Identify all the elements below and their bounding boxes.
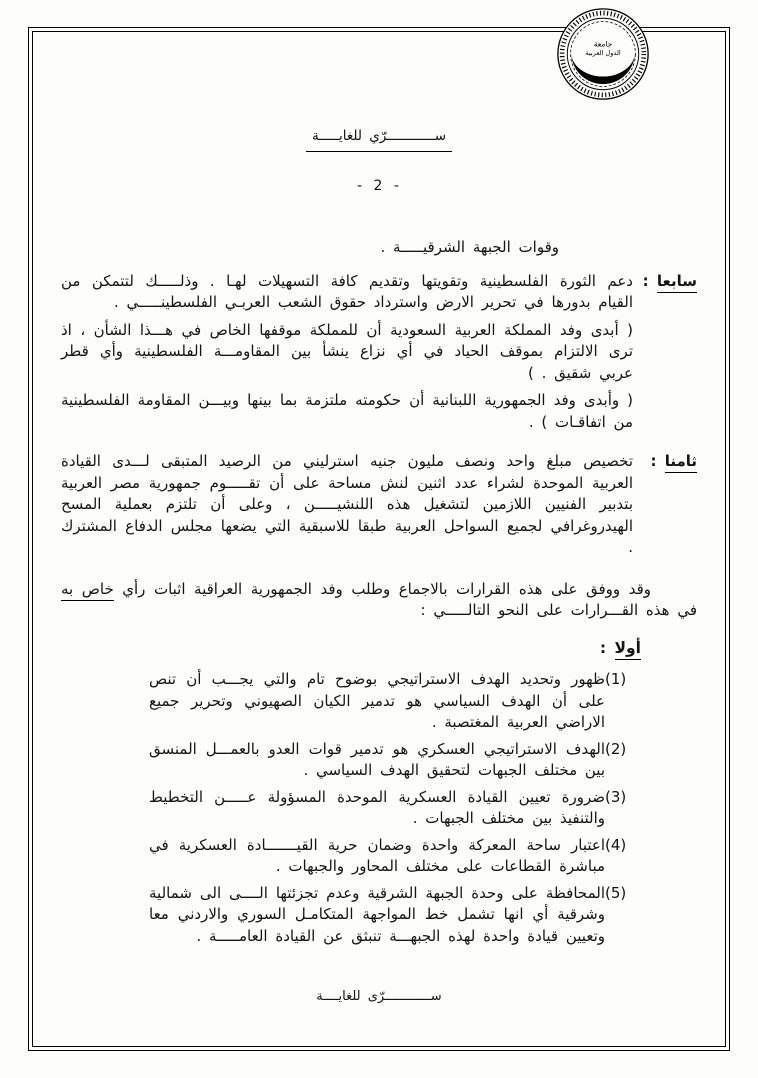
continuation-line: وقوات الجبهة الشرقيـــــة .	[380, 238, 559, 256]
classification-header	[61, 126, 697, 152]
list-item-text: ضرورة تعيين القيادة العسكرية الموحدة المسؤولة عـــــن التخطيط والتنفيذ بين مختلف الجبهات .	[149, 787, 605, 827]
paragraph: تخصيص مبلغ واحد ونصف مليون جنيه استرليني من الرصيد المتبقى لـــدى القيادة العربية الموحدة لشراء عدد اثنين لنش مساحة على أن تقـــــوم جمهورية مصر العربية بتدبير الفنيين اللازمين لتشغيل هذه اللنشيـــــن ، وعلى أن تلتزم بعملية المسح الهيدروغرافي لجميع السواحل العربية طبقا للاسبقية التي يضعها مجلس الدفاع المشترك .	[61, 452, 633, 556]
list-item	[149, 787, 641, 830]
list-item	[149, 835, 641, 878]
section-seventh-label: سابعا :	[633, 271, 697, 440]
list-item-number: (1)	[605, 670, 627, 688]
page-number: - 2 -	[357, 177, 401, 194]
classification-header-text: ســــــــــــرّي للغايـــــة	[306, 126, 452, 152]
list-item	[149, 883, 641, 948]
list-item-text: المحافظة على وحدة الجبهة الشرقية وعدم تجزئتها الــــى الى شمالية وشرقية أي انها تشمل خط المواجهة المتكامـل السوري والاردني معا وتعيين قيادة واحدة لهذه الجبهـــة تنبثق عن القيادة العامـــــة .	[149, 883, 605, 945]
list-item-text: ظهور وتحديد الهدف الاستراتيجي بوضوح تام والتي يجـــب أن تنص على أن الهدف السياسي هو تدمير الكيان الصهيوني وتحرير جميع الاراضي العربية المغتصبة .	[149, 670, 605, 731]
paragraph: دعم الثورة الفلسطينية وتقويتها وتقديم كافة التسهيلات لهـا . وذلـــــك لتتمكن من القيام بدورها في تحرير الارض واسترداد حقوق الشعب العربـي الفلسطينـــــي .	[61, 271, 633, 311]
svg-text:الدول العربية: الدول العربية	[585, 48, 621, 57]
list-heading-first: أولا :	[61, 638, 641, 660]
section-eighth-body	[61, 451, 633, 565]
arab-league-emblem-icon	[556, 7, 650, 101]
svg-text:جامعة: جامعة	[593, 39, 613, 49]
numbered-list	[149, 669, 641, 947]
paragraph-lebanese-reservation: ( وأبدى وفد الجمهورية اللبنانية أن حكومته ملتزمة بما بينها وبيـــن المقاومة الفلسطينية من اتفاقـات ) .	[61, 391, 633, 431]
closing-underlined-phrase: خاص به	[61, 580, 114, 601]
section-seventh-body	[61, 271, 633, 440]
classification-footer: ســــــــــــرّى للغايــــة	[316, 988, 442, 1004]
document-content	[31, 31, 727, 1047]
list-item	[149, 669, 641, 734]
section-seventh	[61, 271, 697, 440]
list-item-number: (5)	[605, 883, 627, 902]
section-eighth-label: ثامنا :	[633, 451, 697, 565]
list-item-number: (2)	[605, 739, 627, 758]
list-item-number: (3)	[605, 787, 627, 806]
paragraph-saudi-reservation: ( أبدى وفد المملكة العربية السعودية أن للمملكة موقفها الخاص في هـــذا الشأن ، اذ ترى الالتزام بموقف الحياد في أي نزاع ينشأ بين المقاومـــة الفلسطينية وأي قطر عربي شقيق . )	[61, 320, 633, 382]
list-item-number: (4)	[605, 835, 627, 854]
closing-paragraph: وقد ووفق على هذه القرارات بالاجماع وطلب وفد الجمهورية العراقية اثبات رأي خاص به في هذه القـــرارات على النحو التالـــــي :	[61, 579, 697, 619]
list-item	[149, 739, 641, 782]
section-eighth	[61, 451, 697, 565]
list-item-text: الهدف الاستراتيجي العسكري هو تدمير قوات العدو بالعمـــل المنسق بين مختلف الجبهات لتحقيق الهدف السياسي .	[149, 739, 605, 779]
list-item-text: اعتبار ساحة المعركة واحدة وضمان حرية القيـــــــادة العسكرية في مباشرة القطاعات على مختلف المحاور والجبهات .	[149, 835, 605, 875]
